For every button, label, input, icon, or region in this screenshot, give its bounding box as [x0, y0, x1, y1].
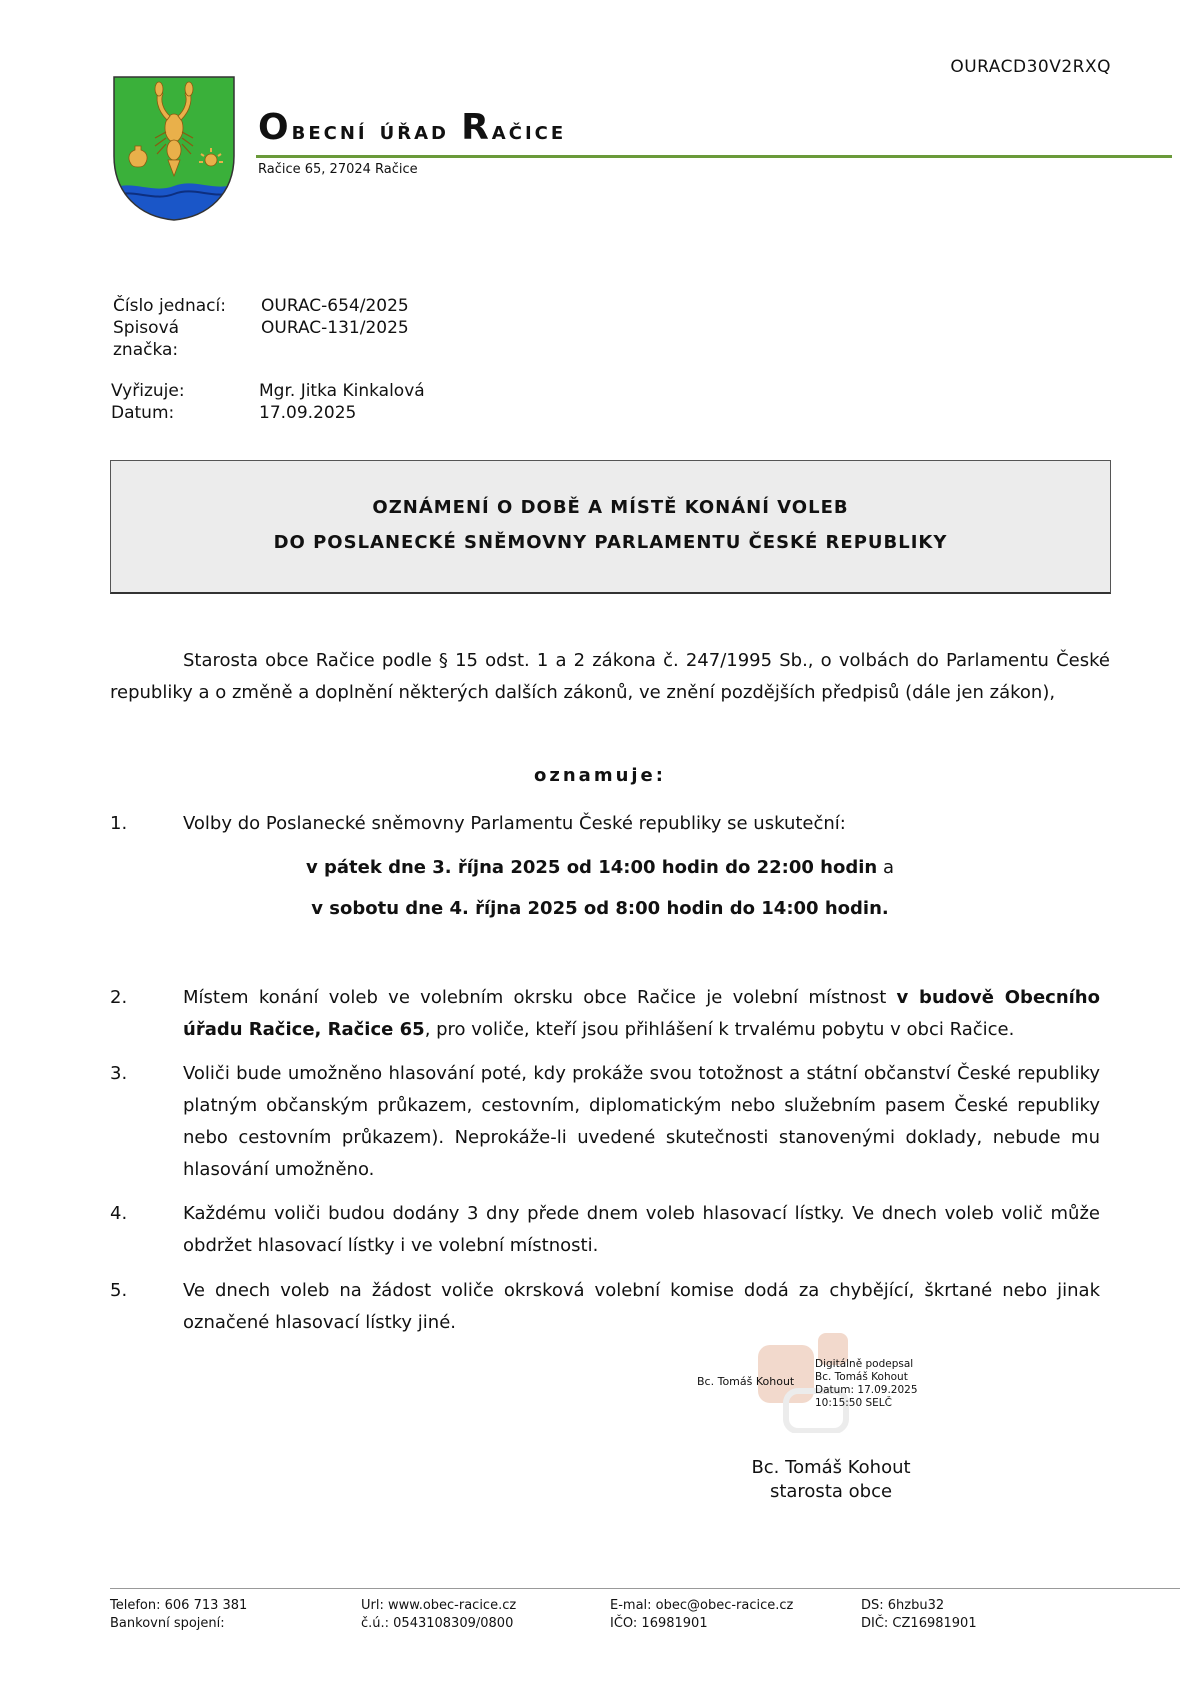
- cislo-label: Číslo jednací:: [113, 296, 226, 316]
- spis-label-2: značka:: [113, 340, 179, 360]
- municipal-crest-icon: [113, 76, 235, 221]
- signature-line-2: Bc. Tomáš Kohout: [815, 1371, 908, 1383]
- office-title: Obecní úřad Račice: [258, 107, 567, 148]
- footer-bank: Bankovní spojení:: [110, 1616, 225, 1631]
- signature-name-small: Bc. Tomáš Kohout: [697, 1375, 795, 1388]
- signer-name: Bc. Tomáš Kohout: [751, 1457, 911, 1478]
- datum-value: 17.09.2025: [259, 403, 357, 423]
- footer-contact-email: [610, 1597, 793, 1633]
- signer-block: [700, 1456, 962, 1504]
- document-id: OURACD30V2RXQ: [950, 57, 1111, 77]
- handler-block: [111, 380, 511, 426]
- election-date-1: v pátek dne 3. října 2025 od 14:00 hodin do 22:00 hodin a: [306, 857, 894, 878]
- item-text-1: Volby do Poslanecké sněmovny Parlamentu České republiky se uskuteční:: [183, 813, 846, 834]
- item-number-1: 1.: [110, 813, 128, 834]
- item-number-2: 2.: [110, 987, 128, 1008]
- intro-paragraph: Starosta obce Račice podle § 15 odst. 1 a 2 zákona č. 247/1995 Sb., o volbách do Parlamentu České republiky a o změně a doplnění některých dalších zákonů, ve znění pozdějších předpisů (dále jen zákon),: [110, 650, 1110, 703]
- header-divider: [256, 155, 1172, 158]
- footer-url: Url: www.obec-racice.cz: [361, 1598, 517, 1613]
- office-address: Račice 65, 27024 Račice: [258, 162, 418, 177]
- footer-account: č.ú.: 0543108309/0800: [361, 1616, 514, 1631]
- footer-ds: DS: 6hzbu32: [861, 1598, 945, 1613]
- signature-line-4: 10:15:50 SELČ: [815, 1397, 892, 1409]
- vyrizuje-label: Vyřizuje:: [111, 381, 185, 401]
- item-number-5: 5.: [110, 1280, 128, 1301]
- spis-label: Spisová: [113, 318, 180, 338]
- announce-heading: oznamuje:: [534, 765, 666, 786]
- footer-contact-ds: [861, 1597, 977, 1633]
- footer-contact-phone: [110, 1597, 247, 1633]
- footer-ico: IČO: 16981901: [610, 1616, 708, 1631]
- item-text-4: Každému voliči budou dodány 3 dny přede dnem voleb hlasovací lístky. Ve dnech voleb volič může obdržet hlasovací lístky i ve volební místnosti.: [183, 1203, 1100, 1256]
- vyrizuje-value: Mgr. Jitka Kinkalová: [259, 381, 425, 401]
- footer-phone: Telefon: 606 713 381: [110, 1598, 248, 1613]
- footer-dic: DIČ: CZ16981901: [861, 1616, 977, 1631]
- signer-role: starosta obce: [769, 1481, 893, 1502]
- reference-block: [113, 295, 513, 365]
- spis-value: OURAC-131/2025: [261, 318, 409, 338]
- item-text-5: Ve dnech voleb na žádost voliče okrsková volební komise dodá za chybějící, škrtané nebo jinak označené hlasovací lístky jiné.: [183, 1280, 1100, 1333]
- title-line-2: DO POSLANECKÉ SNĚMOVNY PARLAMENTU ČESKÉ REPUBLIKY: [273, 532, 948, 553]
- announcement-title-box: [110, 460, 1111, 594]
- item-text-2: Místem konání voleb ve volebním okrsku obce Račice je volební místnost v budově Obecního úřadu Račice, Račice 65, pro voliče, kteří jsou přihlášení k trvalému pobytu v obci Račice.: [183, 987, 1100, 1040]
- item-text-3: Voliči bude umožněno hlasování poté, kdy prokáže svou totožnost a státní občanství České republiky platným občanským průkazem, cestovním, diplomatickým nebo služebním pasem České republiky nebo cestovním průkazem). Neprokáže-li uvedené skutečnosti stanovenými doklady, nebude mu hlasování umožněno.: [183, 1063, 1100, 1180]
- footer-email: E-mal: obec@obec-racice.cz: [610, 1598, 794, 1613]
- footer-contact-web: [361, 1597, 516, 1633]
- election-date-2: v sobotu dne 4. října 2025 od 8:00 hodin do 14:00 hodin.: [311, 898, 889, 919]
- cislo-value: OURAC-654/2025: [261, 296, 409, 316]
- signature-line-3: Datum: 17.09.2025: [815, 1384, 918, 1396]
- footer-divider: [110, 1588, 1180, 1589]
- signature-line-1: Digitálně podepsal: [815, 1358, 914, 1370]
- signature-details: [815, 1358, 918, 1410]
- item-number-4: 4.: [110, 1203, 128, 1224]
- title-line-1: OZNÁMENÍ O DOBĚ A MÍSTĚ KONÁNÍ VOLEB: [372, 497, 849, 518]
- datum-label: Datum:: [111, 403, 175, 423]
- item-number-3: 3.: [110, 1063, 128, 1084]
